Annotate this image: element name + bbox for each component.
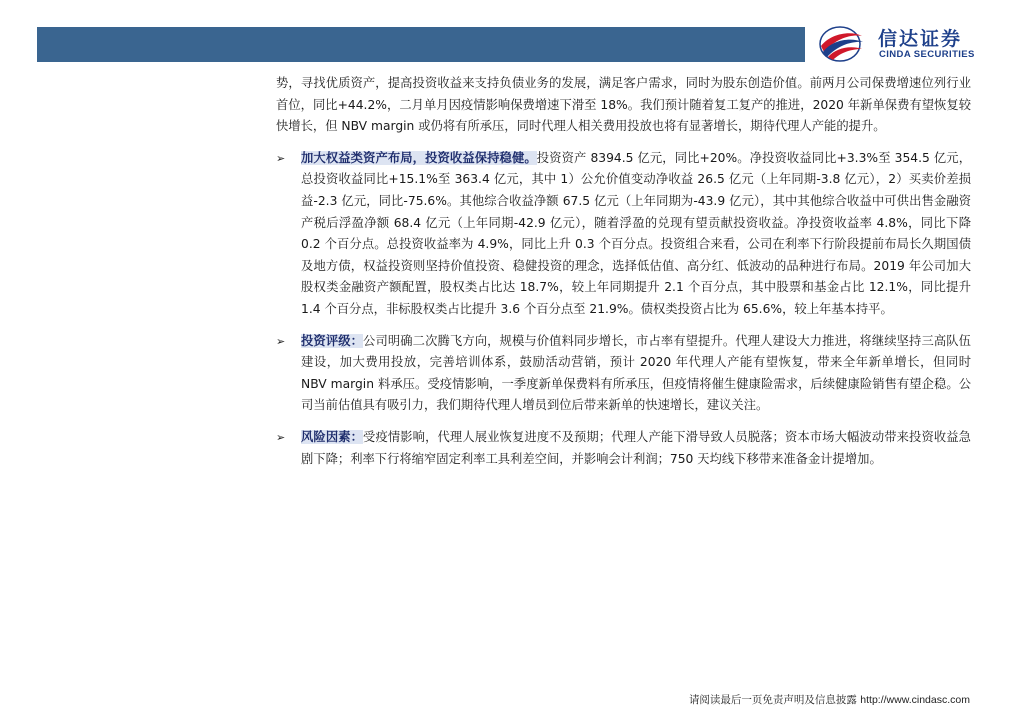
arrow-bullet-icon: ➢ bbox=[276, 430, 286, 444]
logo-english-name: CINDA SECURITIES bbox=[879, 49, 975, 60]
bullet-rating bbox=[276, 331, 971, 417]
header-band bbox=[37, 27, 805, 62]
bullet-text: 公司明确二次腾飞方向，规模与价值料同步增长，市占率有望提升。代理人建设大力推进，将继续坚持三高队伍建设，加大费用投放，完善培训体系，鼓励活动营销，预计 2020 年代理人产能有望恢复，带来全年新单增长，但同时 NBV margin 料承压。受疫情影响，一季度新单保费料有所承压，但疫情将催生健康险需求，后续健康险销售有望企稳。公司当前估值具有吸引力，我们期待代理人增员到位后带来新单的快速增长，建议关注。 bbox=[301, 333, 971, 413]
report-body bbox=[276, 73, 971, 470]
logo-chinese-name: 信达证券 bbox=[878, 28, 963, 50]
bullet-text: 受疫情影响，代理人展业恢复进度不及预期；代理人产能下滑导致人员脱落；资本市场大幅波动带来投资收益急剧下降；利率下行将缩窄固定利率工具利差空间，并影响会计利润；750 天均线下移带来准备金计提增加。 bbox=[301, 429, 971, 466]
cinda-globe-icon bbox=[816, 22, 876, 64]
page-footer bbox=[689, 692, 970, 707]
bullet-investment bbox=[276, 148, 971, 321]
bullet-heading: 加大权益类资产布局，投资收益保持稳健。 bbox=[301, 150, 537, 165]
arrow-bullet-icon: ➢ bbox=[276, 334, 286, 348]
bullet-heading: 风险因素： bbox=[301, 429, 364, 444]
footer-disclaimer: 请阅读最后一页免责声明及信息披露 bbox=[688, 694, 857, 706]
bullet-risk bbox=[276, 427, 971, 470]
arrow-bullet-icon: ➢ bbox=[276, 151, 286, 165]
cinda-logo bbox=[816, 22, 996, 64]
bullet-text: 投资资产 8394.5 亿元，同比+20%。净投资收益同比+3.3%至 354.5 亿元，总投资收益同比+15.1%至 363.4 亿元，其中 1）公允价值变动净收益 26.5 亿元（上年同期-3.8 亿元），2）买卖价差损益-2.3 亿元，同比-75.6%。其他综合收益净额 67.5 亿元（上年同期为-43.9 亿元），其中其他综合收益中可供出售金融资产税后浮盈净额 68.4 亿元（上年同期-42.9 亿元），随着浮盈的兑现有望贡献投资收益。净投资收益率 4.8%，同比下降 0.2 个百分点。总投资收益率为 4.9%，同比上升 0.3 个百分点。投资组合来看，公司在利率下行阶段提前布局长久期国债及地方债，权益投资则坚持价值投资、稳健投资的理念，选择低估值、高分红、低波动的品种进行布局。2019 年公司加大股权类金融资产额配置，股权类占比达 18.7%，较上年同期提升 2.1 个百分点，其中股票和基金占比 12.1%，同比提升 1.4 个百分点，非标股权类占比提升 3.6 个百分点至 21.9%。债权类投资占比为 65.6%，较上年基本持平。 bbox=[301, 150, 971, 316]
footer-url[interactable]: http://www.cindasc.com bbox=[860, 694, 970, 706]
bullet-heading: 投资评级： bbox=[301, 333, 364, 348]
intro-paragraph: 势，寻找优质资产，提高投资收益来支持负债业务的发展，满足客户需求，同时为股东创造价值。前两月公司保费增速位列行业首位，同比+44.2%，二月单月因疫情影响保费增速下滑至 18%。我们预计随着复工复产的推进，2020 年新单保费有望恢复较快增长，但 NBV margin 或仍将有所承压，同时代理人相关费用投放也将有显著增长，期待代理人产能的提升。 bbox=[276, 76, 971, 134]
